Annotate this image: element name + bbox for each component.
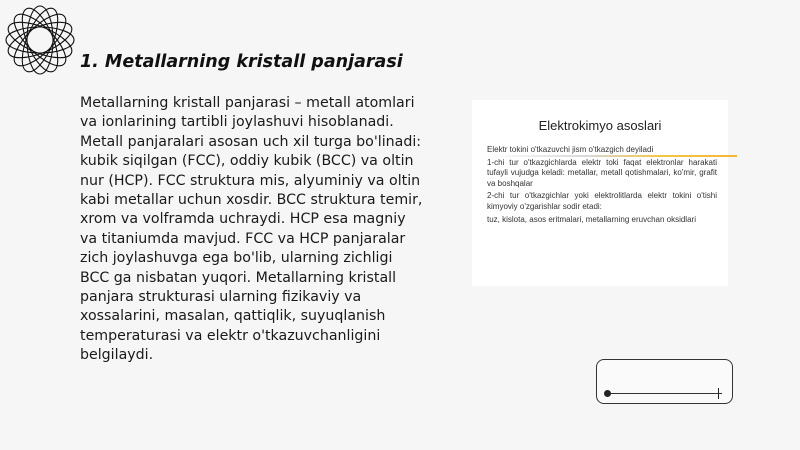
media-track-end-marker: [718, 388, 719, 399]
image-line: tuz, kislota, asos eritmalari, metallarning eruvchan oksidlari: [487, 214, 696, 224]
image-line-highlighted: Elektr tokini o'tkazuvchi jism o'tkazgich deyiladi: [487, 145, 717, 156]
progress-dot-icon[interactable]: [604, 390, 611, 397]
media-progress-track[interactable]: [607, 393, 722, 394]
image-text-block: [487, 145, 717, 227]
image-title: Elektrokimyo asoslari: [538, 118, 662, 133]
slide-body-text: Metallarning kristall panjarasi – metall atomlari va ionlarining tartibli joylashuvi hisoblanadi. Metall panjaralari asosan uch xil turga bo'linadi: kubik siqilgan (FCC), oddiy kubik (BCC) va oltin nur (HCP). FCC struktura mis, alyuminiy va oltin kabi metallar uchun xosdir. BCC struktura temir, xrom va volframda uchraydi. HCP esa magniy va titaniumda mavjud. FCC va HCP panjaralar zich joylashuvga ega bo'lib, ularning zichligi BCC ga nisbatan yuqori. Metallarning kristall panjara strukturasi ularning fizikaviy va xossalarini, masalan, qattiqlik, suyuqlanish temperaturasi va elektr o'tkazuvchanligini belgilaydi.: [80, 95, 423, 364]
image-line: 1-chi tur o'tkazgichlarda elektr toki faqat elektronlar harakati tufayli vujudga keladi: metallar, metall qotishmalari, ko'mir, grafit va boshqalar: [487, 157, 717, 188]
image-line: 2-chi tur o'tkazgichlar yoki elektrolitlarda elektr tokini o'tishi kimyoviy o'zgarishlar sodir etadi:: [487, 191, 717, 211]
media-player[interactable]: [596, 359, 733, 404]
slide-title: 1. Metallarning kristall panjarasi: [80, 52, 403, 72]
spirograph-logo-icon: [2, 2, 78, 78]
highlight-underline: [487, 155, 737, 157]
embedded-slide-image: [472, 100, 728, 286]
